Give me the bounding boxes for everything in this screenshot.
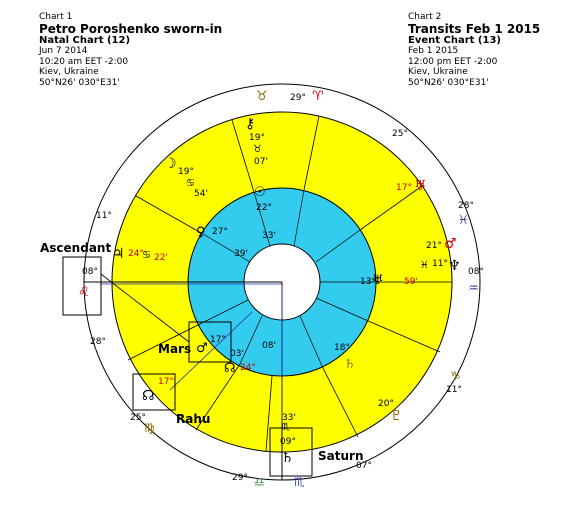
uranus-deg: 17° <box>396 183 412 193</box>
sun-min: 33' <box>262 231 276 241</box>
natal-uranus-deg: 13° <box>360 277 376 287</box>
zodiac-leo-deg: 08° <box>82 267 98 277</box>
saturn-deg: 09° <box>280 437 296 447</box>
aquarius-icon: ♒ <box>468 281 479 295</box>
venus-icon: ♀ <box>196 225 206 240</box>
chart1-date: Jun 7 2014 <box>39 46 88 56</box>
leo-icon: ♌ <box>78 285 90 300</box>
mars-label: Mars <box>158 342 192 356</box>
mars-natal-min: 03' <box>230 349 244 359</box>
zodiac-gemini-deg: 25° <box>392 129 408 139</box>
node-min: 08' <box>262 341 276 351</box>
chart2-place: Kiev, Ukraine <box>408 67 468 77</box>
rahu-icon: ☊ <box>142 388 155 404</box>
chart1-place: Kiev, Ukraine <box>39 67 99 77</box>
moon-icon: ☽ <box>164 156 177 172</box>
neptune-sign-icon: ♓ <box>420 260 429 271</box>
chart1-coords: 50°N26' 030°E31' <box>39 77 120 88</box>
node-icon: ☊ <box>224 361 236 376</box>
node-deg: 24° <box>240 363 256 373</box>
uranus-icon: ♅ <box>414 178 427 194</box>
capricorn-icon: ♑ <box>450 369 461 383</box>
pluto-icon: ♇ <box>390 408 403 424</box>
saturn-icon: ♄ <box>281 450 294 466</box>
chart2-label: Chart 2 <box>408 12 442 22</box>
neptune-deg: 11° <box>432 259 448 269</box>
chiron-sign-icon: ♉ <box>253 144 262 155</box>
venus-deg: 27° <box>212 227 228 237</box>
mars-natal-icon: ♂ <box>196 341 208 356</box>
virgo-icon: ♍ <box>144 421 155 435</box>
pluto-deg: 20° <box>378 399 394 409</box>
chart2-title: Transits Feb 1 2015 <box>408 21 541 36</box>
saturn-label: Saturn <box>318 449 364 463</box>
chart2-type: Event Chart (13) <box>408 34 501 46</box>
zodiac-pisces-deg: 28° <box>458 201 474 211</box>
jupiter-sign-icon: ♋ <box>142 250 151 261</box>
jupiter-min: 22' <box>154 253 168 263</box>
mars-transit-deg: 21° <box>426 241 442 251</box>
sun-deg: 22° <box>256 203 272 213</box>
zodiac-libra-deg: 29° <box>232 473 248 483</box>
saturn-sign-icon: ♏ <box>281 422 290 433</box>
zodiac-leo2-deg: 28° <box>90 337 106 347</box>
scorpio-icon: ♏ <box>294 475 305 489</box>
mars-transit-icon: ♂ <box>444 236 457 252</box>
rahu-label: Rahu <box>176 412 211 426</box>
chiron-deg: 19° <box>249 133 265 143</box>
pisces-icon: ♓ <box>458 213 469 227</box>
natal-saturn-icon: ♄ <box>344 357 356 372</box>
jupiter-icon: ♃ <box>112 246 125 262</box>
taurus-icon: ♉ <box>256 89 268 104</box>
chart1-type: Natal Chart (12) <box>39 34 131 46</box>
neptune-min: 59' <box>404 277 418 287</box>
rahu-deg: 17° <box>158 377 174 387</box>
neptune-icon: ♆ <box>448 258 461 274</box>
chiron-icon: ⚷ <box>245 116 256 132</box>
chart1-title: Petro Poroshenko sworn-in <box>39 21 223 36</box>
venus-min: 39' <box>234 249 248 259</box>
jupiter-deg: 24° <box>128 249 144 259</box>
ascendant-label: Ascendant <box>40 241 112 255</box>
mars-natal-deg: 17° <box>210 335 226 345</box>
chart1-time: 10:20 am EET -2:00 <box>39 56 129 67</box>
zodiac-aries-deg: 29° <box>290 93 306 103</box>
saturn-min: 33' <box>282 413 296 423</box>
chart2-date: Feb 1 2015 <box>408 46 459 56</box>
chart2-coords: 50°N26' 030°E31' <box>408 77 489 88</box>
sun-icon: ☉ <box>254 185 266 200</box>
chart1-label: Chart 1 <box>39 12 73 22</box>
zodiac-sagittarius-deg: 07° <box>356 461 372 471</box>
natal-uranus-icon: ♅ <box>372 273 384 288</box>
zodiac-capricorn-deg: 11° <box>446 385 462 395</box>
moon-deg: 19° <box>178 167 194 177</box>
zodiac-cancer-deg: 11° <box>96 211 112 221</box>
chiron-min: 07' <box>254 157 268 167</box>
chart2-time: 12:00 pm EET -2:00 <box>408 56 498 67</box>
natal-saturn-deg: 18° <box>334 343 350 353</box>
moon-sign-icon: ♋ <box>186 178 195 189</box>
libra-icon: ♎ <box>254 475 265 489</box>
aries-icon: ♈ <box>312 89 324 104</box>
zodiac-aquarius-deg: 08° <box>468 267 484 277</box>
zodiac-virgo-deg: 25° <box>130 413 146 423</box>
moon-min: 54' <box>194 189 208 199</box>
